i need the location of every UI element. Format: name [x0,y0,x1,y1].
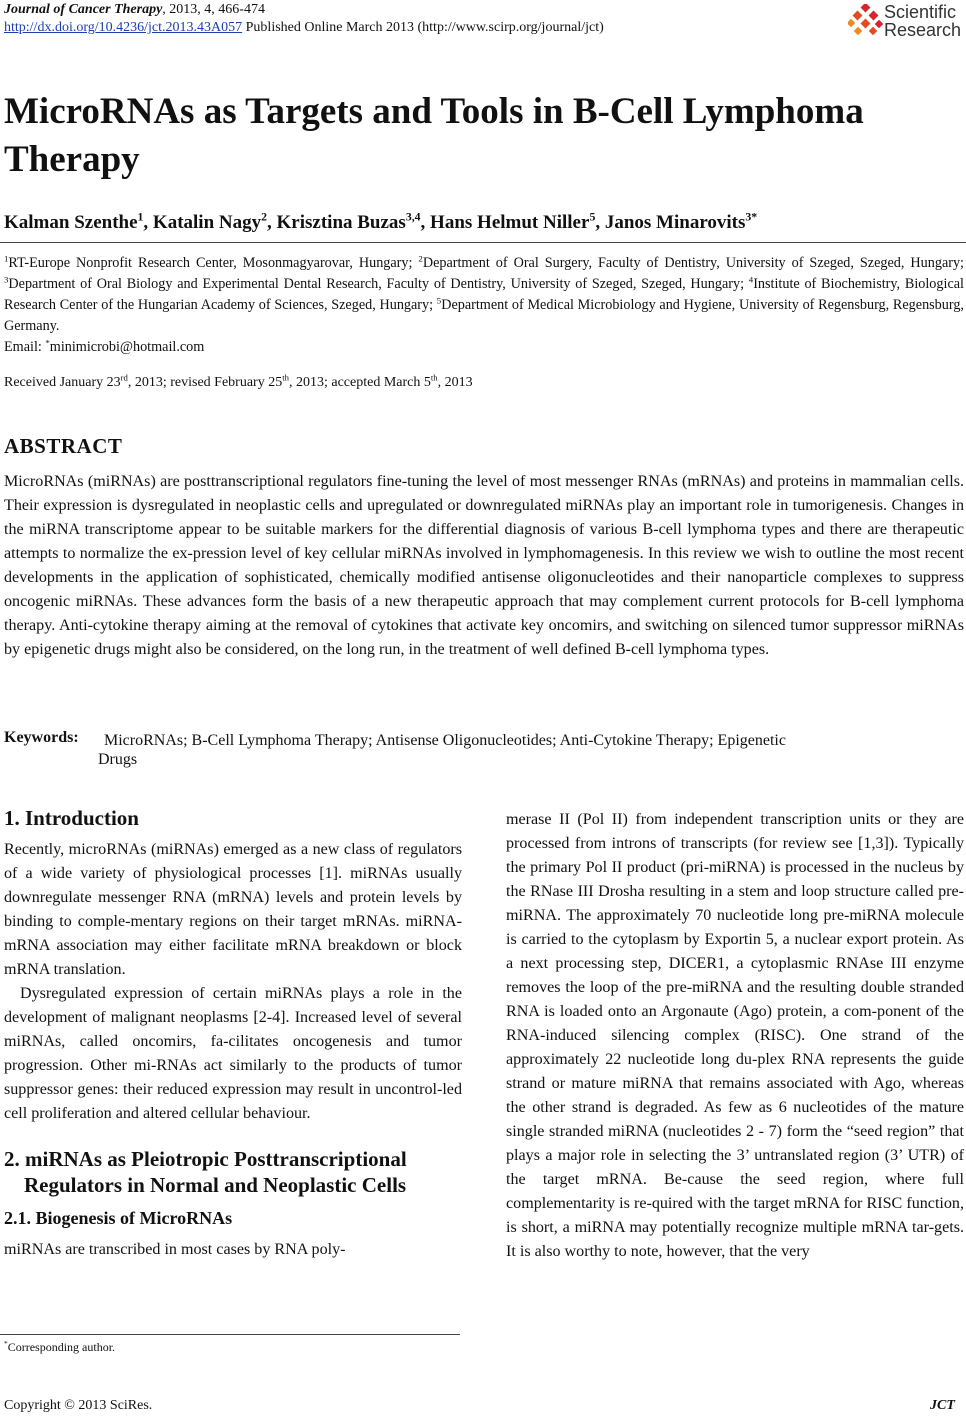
ordinal-suffix: rd [120,372,128,383]
footnote-mark: * [4,1339,8,1348]
received-text: Received January 23 [4,375,121,390]
section-heading-line: 2. miRNAs as Pleiotropic Posttranscriptional [4,1147,407,1171]
affiliation-4: Institute of Biochemistry, Biological Research Center of the Hungarian Academy of Sciences, Szeged, Hungary; [4,276,964,313]
doi-line [4,20,604,36]
affiliation-5: Department of Medical Microbiology and Hygiene, University of Regensburg, Regensburg, Germany. [4,297,964,334]
published-info: Published Online March 2013 (http://www.scirp.org/journal/jct) [242,20,604,35]
affiliations: $^1$RT-Europe Nonprofit Research Center, Mosonmagyarovar, Hungary; $^2$Department of Oral Surgery, Faculty of Dentistry, University of Szeged, Szeged, Hungary; $^3$Department of Oral Biology and Experimental Dental Research, Faculty of Dentistry, University of Szeged, Szeged, Hungary; $^4$Institute of Biochemistry, Biological Research Center of the Hungarian Academy of Sciences, Szeged, Hungary; $^5$Department of Medical Microbiology and Hygiene, University of Regensburg, Regensburg, Germany. Email: *minimicrobi@hotmail.com [4,253,964,355]
copyright: Copyright © 2013 SciRes. [4,1398,153,1413]
abstract-heading: ABSTRACT [4,434,123,458]
author-affil-mark: 2 [261,210,268,224]
affiliation-2: Department of Oral Surgery, Faculty of Dentistry, University of Szeged, Szeged, Hungary; [422,255,964,271]
section-heading: 1. Introduction [4,806,139,830]
footnote-text: Corresponding author. [7,1340,116,1354]
author-affil-mark: 3* [745,210,758,224]
journal-header [4,2,265,18]
author-name: Katalin Nagy [152,212,262,233]
publisher-name-line2: Research [884,20,962,40]
divider [0,242,966,243]
ordinal-suffix: th [430,372,438,383]
doi-link[interactable]: http://dx.doi.org/10.4236/jct.2013.43A057 [4,20,243,35]
paragraph: merase II (Pol II) from independent transcription units or they are processed from introns of transcripts (for review see [1,3]). Typically the primary Pol II product (pri-miRNA) is processed in the nucleus by the RNase III Drosha resulting in a stem and loop structure called pre-miRNA. The approximately 70 nucleotide long pre-miRNA molecule is carried to the cytoplasm by Exportin 5, a nuclear export protein. As a next processing step, DICER1, a cytoplasmic RNAse III enzyme removes the loop of the pre-miRNA and the resulting double stranded RNA is loaded onto an Argonaute (Ago) protein, a com-ponent of the RNA-induced silencing complex (RISC). One strand of the approximately 22 nucleotide long du-plex RNA represents the guide strand or mature miRNA that remains associated with Ago, whereas the other strand is degraded. As few as 6 nucleotides of the mature single stranded miRNA (nucleotides 2 - 7) form the “seed region” that plays a major role in selecting the 3’ untranslated region (3’ UTR) of the target mRNA. Be-cause the seed region, where full complementarity is re-quired with the target mRNA for RISC function, is short, a miRNA may potentially recognize multiple mRNA tar-gets. It is also worthy to note, however, that the very [506,811,964,1260]
journal-issue: , 2013, 4, 466-474 [162,2,265,17]
affiliation-1: RT-Europe Nonprofit Research Center, Mosonmagyarovar, Hungary; [8,255,419,271]
journal-name: Journal of Cancer Therapy [4,2,163,17]
scientific-research-logo-icon [848,4,884,40]
affiliation-3: Department of Oral Biology and Experimental Dental Research, Faculty of Dentistry, University of Szeged, Szeged, Hungary; [8,276,749,292]
subsection-heading: 2.1. Biogenesis of MicroRNAs [4,1208,233,1228]
author-affil-mark: 5 [589,210,596,224]
footnote [4,1340,115,1355]
publisher-name-line1: Scientific [884,2,957,22]
publisher-logo [848,2,966,42]
ordinal-suffix: th [282,372,289,383]
left-column [4,806,462,1262]
footnote-divider [0,1334,460,1335]
section-heading [4,1146,462,1198]
received-dates [4,372,473,391]
paragraph: Recently, microRNAs (miRNAs) emerged as a new class of regulators of a wide variety of physiological processes [1]. miRNAs usually downregulate messenger RNA (mRNA) levels and protein levels by binding to comple-mentary regions on their target mRNAs. miRNA-mRNA association may either facilitate mRNA breakdown or block mRNA translation. [4,841,462,978]
section-heading-line: Regulators in Normal and Neoplastic Cells [24,1173,407,1197]
abstract-text: MicroRNAs (miRNAs) are posttranscriptional regulators fine-tuning the level of most messenger RNAs (mRNAs) and proteins in mammalian cells. Their expression is dysregulated in neoplastic cells and upregulated or downregulated miRNAs play an important role in tumorigenesis. Changes in the miRNA transcriptome appear to be suitable markers for the differential diagnosis of various B-cell lymphoma types and there are therapeutic attempts to normalize the ex-pression level of key cellular miRNAs involved in lymphomagenesis. In this review we wish to outline the most recent developments in the application of sophisticated, chemically modified antisense oligonucleotides and their nanoparticle complexes to suppress oncogenic miRNAs. These advances form the basis of a new therapeutic approach that may complement current protocols for B-cell lymphoma therapy. Anti-cytokine therapy aiming at the removal of cytokines that activate key oncomirs, and switching on silenced tumor suppressor miRNAs by epigenetic drugs might also be considered, on the long run, in the treatment of well defined B-cell lymphoma types. [4,473,964,658]
paper-title: MicroRNAs as Targets and Tools in B-Cell Lymphoma Therapy [4,91,864,180]
email-label: Email: [4,339,46,355]
journal-abbrev: JCT [930,1398,955,1413]
author-name: Kalman Szenthe [4,212,138,233]
keywords-text: MicroRNAs; B-Cell Lymphoma Therapy; Antisense Oligonucleotides; Anti-Cytokine Therapy; Epigenetic [104,732,786,749]
author-list: Kalman Szenthe$^1$, Katalin Nagy$^2$, Krisztina Buzas$^{3,4}$, Hans Helmut Niller$^5$, Janos Minarovits$^{3*}$ [4,210,758,233]
email-address: minimicrobi@hotmail.com [49,339,205,355]
author-affil-mark: 1 [137,210,144,224]
paragraph: Dysregulated expression of certain miRNAs plays a role in the development of malignant neoplasms [2-4]. Increased level of several miRNAs, called oncomirs, fa-cilitates oncogenesis and tumor progression. Other mi-RNAs act similarly to the products of tumor suppressor genes: their reduced expression may result in uncontrol-led cell proliferation and altered cellular behaviour. [4,985,462,1122]
author-affil-mark: 3,4 [405,210,421,224]
right-column [506,808,964,1264]
accepted-text: , 2013; accepted March 5 [288,375,431,390]
revised-text: , 2013; revised February 25 [127,375,283,390]
author-name: Krisztina Buzas [276,212,406,233]
year-text: , 2013 [437,375,473,390]
keywords-text-continued: Drugs [98,751,138,768]
paragraph: miRNAs are transcribed in most cases by RNA poly- [4,1241,346,1258]
author-name: Janos Minarovits [604,212,746,233]
author-name: Hans Helmut Niller [430,212,590,233]
keywords-label: Keywords: [4,729,79,746]
